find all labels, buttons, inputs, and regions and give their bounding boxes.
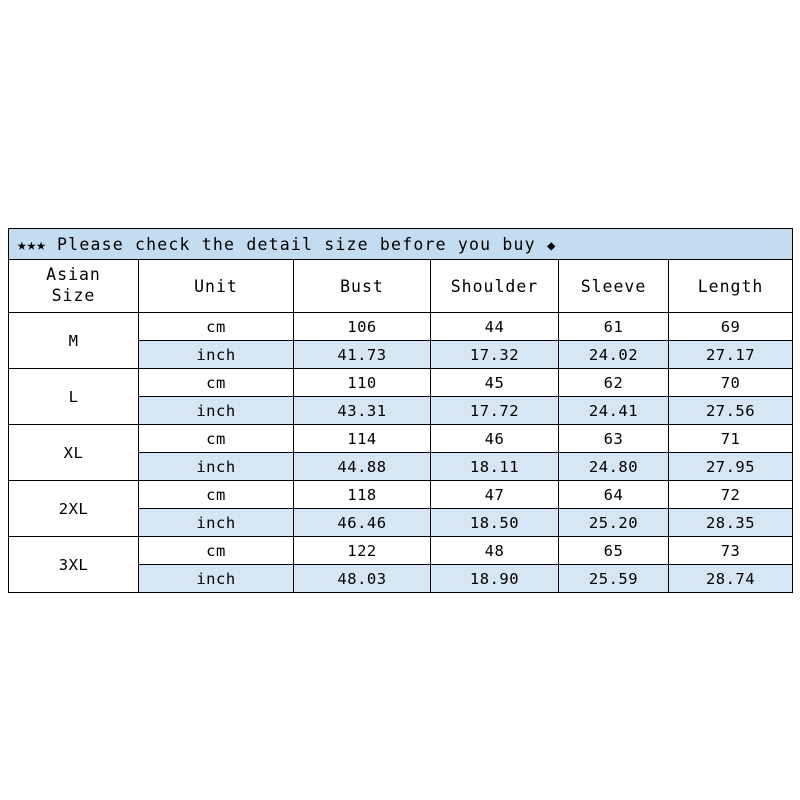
cell-bust-inch: 41.73	[294, 341, 431, 369]
cell-shoulder-inch: 17.32	[431, 341, 559, 369]
cell-shoulder-inch: 18.50	[431, 509, 559, 537]
size-label-xl: XL	[9, 425, 139, 481]
unit-cm: cm	[139, 425, 294, 453]
cell-sleeve-inch: 25.59	[559, 565, 669, 593]
cell-sleeve-cm: 61	[559, 313, 669, 341]
cell-sleeve-cm: 63	[559, 425, 669, 453]
cell-bust-inch: 48.03	[294, 565, 431, 593]
header-asian-size-line1: Asian	[46, 265, 101, 285]
cell-bust-cm: 106	[294, 313, 431, 341]
cell-length-cm: 70	[669, 369, 793, 397]
table-row	[9, 369, 793, 397]
cell-shoulder-cm: 45	[431, 369, 559, 397]
unit-cm: cm	[139, 481, 294, 509]
cell-shoulder-cm: 46	[431, 425, 559, 453]
cell-bust-cm: 114	[294, 425, 431, 453]
banner-notice	[9, 229, 793, 260]
size-label-m: M	[9, 313, 139, 369]
cell-sleeve-inch: 24.41	[559, 397, 669, 425]
header-asian-size-line2: Size	[51, 286, 96, 305]
unit-inch: inch	[139, 509, 294, 537]
header-sleeve: Sleeve	[559, 260, 669, 313]
cell-length-cm: 71	[669, 425, 793, 453]
cell-shoulder-cm: 47	[431, 481, 559, 509]
cell-sleeve-inch: 25.20	[559, 509, 669, 537]
diamond-icon: ◆	[546, 237, 557, 254]
banner-row	[9, 229, 793, 260]
unit-inch: inch	[139, 565, 294, 593]
header-asian-size	[9, 260, 139, 313]
cell-bust-inch: 44.88	[294, 453, 431, 481]
cell-shoulder-cm: 48	[431, 537, 559, 565]
cell-bust-cm: 122	[294, 537, 431, 565]
size-chart-table	[8, 228, 793, 593]
size-label-l: L	[9, 369, 139, 425]
cell-shoulder-inch: 17.72	[431, 397, 559, 425]
cell-length-inch: 27.56	[669, 397, 793, 425]
cell-shoulder-cm: 44	[431, 313, 559, 341]
stars-icon: ★★★	[17, 234, 46, 254]
cell-shoulder-inch: 18.90	[431, 565, 559, 593]
unit-inch: inch	[139, 453, 294, 481]
cell-sleeve-inch: 24.02	[559, 341, 669, 369]
unit-cm: cm	[139, 369, 294, 397]
header-bust: Bust	[294, 260, 431, 313]
cell-sleeve-cm: 64	[559, 481, 669, 509]
unit-cm: cm	[139, 537, 294, 565]
table-row	[9, 425, 793, 453]
cell-length-inch: 28.74	[669, 565, 793, 593]
cell-sleeve-cm: 65	[559, 537, 669, 565]
table-row	[9, 313, 793, 341]
cell-bust-cm: 110	[294, 369, 431, 397]
cell-bust-inch: 43.31	[294, 397, 431, 425]
table-header-row	[9, 260, 793, 313]
header-shoulder: Shoulder	[431, 260, 559, 313]
cell-sleeve-inch: 24.80	[559, 453, 669, 481]
cell-length-inch: 28.35	[669, 509, 793, 537]
banner-text: Please check the detail size before you buy	[57, 234, 536, 254]
cell-length-cm: 73	[669, 537, 793, 565]
cell-bust-inch: 46.46	[294, 509, 431, 537]
unit-inch: inch	[139, 341, 294, 369]
unit-inch: inch	[139, 397, 294, 425]
cell-bust-cm: 118	[294, 481, 431, 509]
cell-shoulder-inch: 18.11	[431, 453, 559, 481]
table-row	[9, 537, 793, 565]
table-row	[9, 481, 793, 509]
size-label-3xl: 3XL	[9, 537, 139, 593]
size-label-2xl: 2XL	[9, 481, 139, 537]
cell-length-inch: 27.95	[669, 453, 793, 481]
cell-length-cm: 72	[669, 481, 793, 509]
cell-length-cm: 69	[669, 313, 793, 341]
cell-sleeve-cm: 62	[559, 369, 669, 397]
header-unit: Unit	[139, 260, 294, 313]
cell-length-inch: 27.17	[669, 341, 793, 369]
unit-cm: cm	[139, 313, 294, 341]
header-length: Length	[669, 260, 793, 313]
